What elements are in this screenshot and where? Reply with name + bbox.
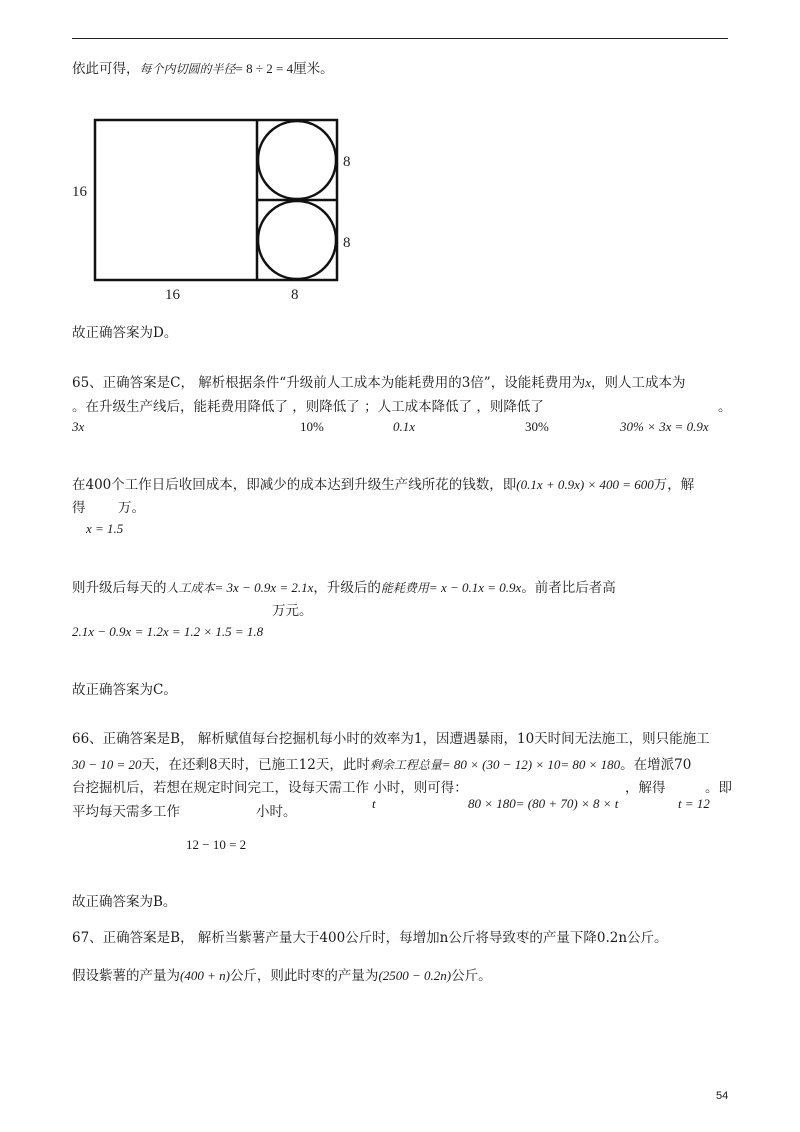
q65-math-3x: 3x bbox=[72, 419, 85, 434]
q65-line7-hand2: 能耗费用 bbox=[380, 581, 429, 595]
q65-line7-math1: = 3x − 0.9x = 2.1x bbox=[214, 580, 314, 595]
rectangle-circles-figure bbox=[0, 100, 800, 420]
q66-line3-end: 。即 bbox=[705, 780, 732, 796]
q66-line1: 66、正确答案是B， 解析赋值每台挖掘机每小时的效率为1，因遭遇暴雨，10天时间无法施工，则只能施工 bbox=[72, 731, 710, 747]
q66-line2-text: 天，在还剩8天时，已施工12天，此时 bbox=[141, 757, 370, 773]
q65-line7 bbox=[72, 581, 616, 596]
page-number: 54 bbox=[716, 1090, 729, 1102]
label-bottom-left: 16 bbox=[165, 287, 180, 303]
q66-math-equation: 80 × 180= (80 + 70) × 8 × t bbox=[468, 796, 619, 811]
q66-math-diff: 12 − 10 = 2 bbox=[186, 837, 247, 852]
q65-line7-hand1: 人工成本 bbox=[166, 581, 215, 595]
label-left-height: 16 bbox=[72, 184, 87, 200]
q66-line2-end: 。在增派70 bbox=[620, 757, 692, 773]
answer-64: 故正确答案为D。 bbox=[72, 325, 178, 341]
q66-line2-math2: = 80 × (30 − 12) × 10= 80 × 180 bbox=[441, 757, 621, 772]
q65-line2-period: 。 bbox=[718, 399, 732, 415]
intro-unit: 厘米。 bbox=[293, 61, 334, 77]
q65-line4-end: 万，解 bbox=[653, 477, 695, 493]
q66-line4-unit: 小时。 bbox=[256, 804, 297, 820]
q67-line1: 67、正确答案是B， 解析当紫薯产量大于400公斤时，每增加n公斤将导致枣的产量下降0.2n公斤。 bbox=[72, 930, 668, 946]
circle-top bbox=[258, 121, 336, 199]
q66-line2-math1: 30 − 10 = 20 bbox=[72, 757, 142, 772]
circle-bottom bbox=[258, 201, 336, 279]
q65-line8-unit: 万元。 bbox=[272, 603, 313, 619]
q66-line3-mid: ，解得 bbox=[625, 780, 666, 796]
q67-line2-m2: (2500 − 0.2n) bbox=[378, 968, 452, 983]
q65-answer: 故正确答案为C。 bbox=[72, 682, 177, 698]
q65-line7-text: 则升级后每天的 bbox=[72, 580, 167, 596]
label-bottom-right: 8 bbox=[291, 287, 299, 303]
q65-line7-end: 。前者比后者高 bbox=[521, 580, 616, 596]
q65-line4 bbox=[72, 478, 694, 493]
q66-answer: 故正确答案为B。 bbox=[72, 894, 177, 910]
q67-line2-c: 公斤。 bbox=[451, 968, 492, 984]
intro-lead: 依此可得， bbox=[72, 61, 140, 77]
q65-line2: 。在升级生产线后，能耗费用降低了 ，则降低了 ；人工成本降低了 ，则降低了 bbox=[72, 399, 544, 415]
intro-line bbox=[72, 62, 334, 77]
q65-line4-text: 在400个工作日后收回成本，即减少的成本达到升级生产线所花的钱数，即 bbox=[72, 477, 517, 493]
q65-line7-math2: = x − 0.1x = 0.9x bbox=[428, 580, 522, 595]
q67-line2-m1: (400 + n) bbox=[180, 968, 230, 983]
q65-line7-mid: ，升级后的 bbox=[313, 580, 381, 596]
q65-math-09x: 30% × 3x = 0.9x bbox=[620, 419, 709, 434]
header-rule bbox=[72, 38, 728, 39]
q65-math-10pct: 10% bbox=[300, 419, 324, 434]
q65-line1-text: 65、正确答案是C， 解析根据条件“升级前人工成本为能耗费用的3倍”，设能耗费用为 bbox=[72, 375, 586, 391]
q66-line3: 台挖掘机后，若想在规定时间完工，设每天需工作 小时，则可得： bbox=[72, 780, 468, 796]
q67-line2 bbox=[72, 969, 492, 984]
q65-line5-de: 得 bbox=[72, 500, 86, 516]
q65-line1-end: ，则人工成本为 bbox=[590, 375, 686, 391]
q67-line2-b: 公斤，则此时枣的产量为 bbox=[229, 968, 379, 984]
intro-handwritten: 每个内切圆的半径 bbox=[139, 62, 236, 76]
q65-math-01x: 0.1x bbox=[393, 419, 416, 434]
q67-line2-a: 假设紫薯的产量为 bbox=[72, 968, 180, 984]
q65-line1-var: x bbox=[585, 375, 591, 390]
q65-line4-math: (0.1x + 0.9x) × 400 = 600 bbox=[516, 477, 654, 492]
q66-line2 bbox=[72, 758, 691, 773]
intro-math: = 8 ÷ 2 = 4 bbox=[235, 61, 294, 76]
q66-math-t: t bbox=[372, 796, 376, 811]
label-right-bottom: 8 bbox=[343, 235, 351, 251]
q65-math-result: 2.1x − 0.9x = 1.2x = 1.2 × 1.5 = 1.8 bbox=[72, 624, 264, 639]
q65-line1 bbox=[72, 376, 685, 391]
q66-line2-hand: 剩余工程总量 bbox=[369, 758, 442, 772]
label-right-top: 8 bbox=[343, 154, 351, 170]
q65-math-x15: x = 1.5 bbox=[86, 521, 124, 536]
q66-line4-text: 平均每天需多工作 bbox=[72, 804, 180, 820]
q65-math-30pct: 30% bbox=[525, 419, 549, 434]
q65-line5-unit: 万。 bbox=[118, 500, 145, 516]
q66-math-t12: t = 12 bbox=[678, 796, 710, 811]
